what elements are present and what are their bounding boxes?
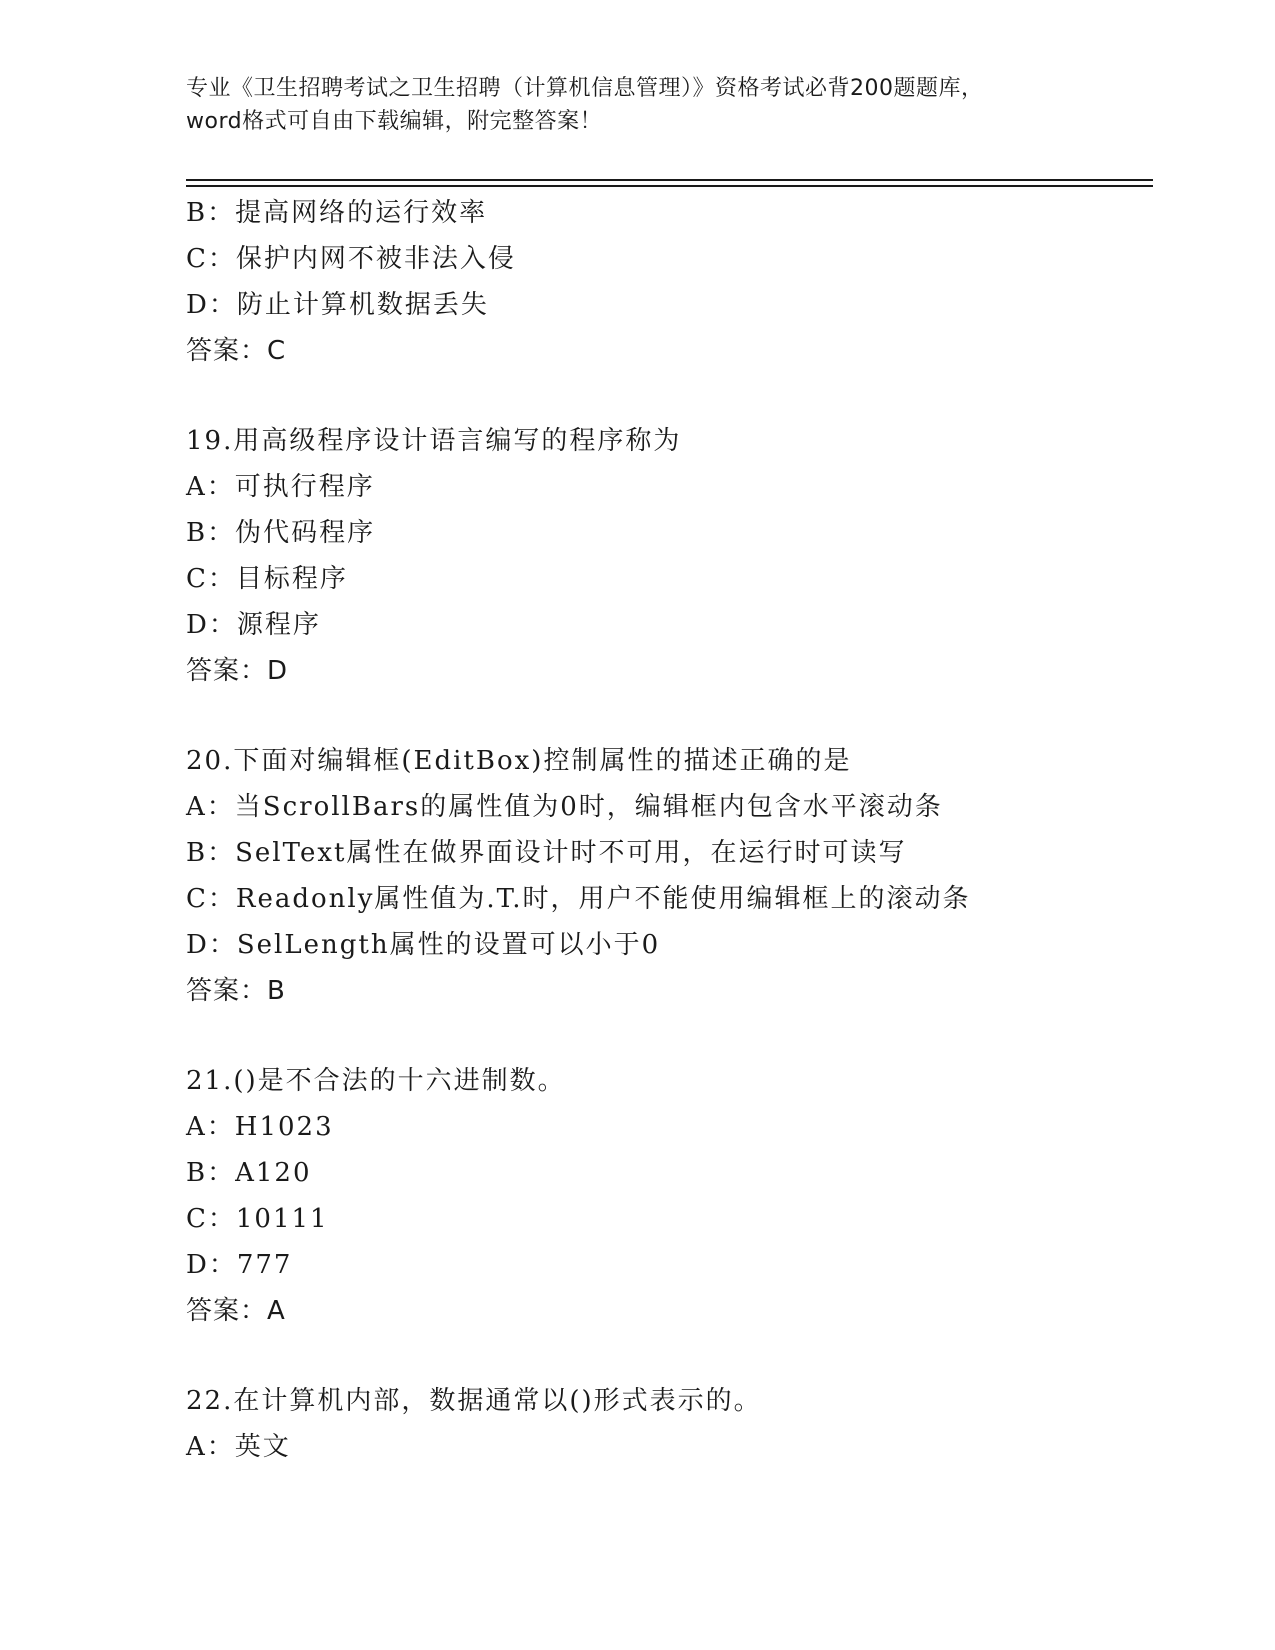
option-b: B：伪代码程序 [186,518,376,548]
option-c: C：目标程序 [186,564,348,594]
answer: 答案：D [186,656,289,686]
question-21 [186,1058,1166,1334]
option-b: B：SelText属性在做界面设计时不可用，在运行时可读写 [186,838,907,868]
spacer [186,1014,1166,1058]
question-22 [186,1378,1166,1470]
question-text: 21.()是不合法的十六进制数。 [186,1066,566,1096]
header-divider-bottom [186,185,1153,187]
option-c: C：10111 [186,1204,329,1234]
question-list [186,190,1166,1470]
option-b: B：提高网络的运行效率 [186,198,488,228]
header-divider-top [186,179,1153,181]
option-b: B：A120 [186,1158,312,1188]
answer: 答案：C [186,336,287,366]
option-a: A：英文 [186,1432,291,1462]
document-header [186,72,1146,138]
spacer [186,694,1166,738]
question-19 [186,418,1166,694]
question-18-tail [186,190,1166,374]
spacer [186,374,1166,418]
question-text: 20.下面对编辑框(EditBox)控制属性的描述正确的是 [186,746,852,776]
header-title-line-1: 专业《卫生招聘考试之卫生招聘（计算机信息管理）》资格考试必背200题题库， [186,76,984,101]
option-a: A：可执行程序 [186,472,375,502]
question-text: 19.用高级程序设计语言编写的程序称为 [186,426,682,456]
answer: 答案：B [186,976,286,1006]
option-d: D：SelLength属性的设置可以小于0 [186,930,661,960]
option-a: A：当ScrollBars的属性值为0时，编辑框内包含水平滚动条 [186,792,943,822]
spacer [186,1334,1166,1378]
option-c: C：Readonly属性值为.T.时，用户不能使用编辑框上的滚动条 [186,884,971,914]
option-d: D：防止计算机数据丢失 [186,290,489,320]
header-title-line-2: word格式可自由下载编辑，附完整答案！ [186,109,603,134]
option-c: C：保护内网不被非法入侵 [186,244,516,274]
option-d: D：777 [186,1250,293,1280]
question-text: 22.在计算机内部，数据通常以()形式表示的。 [186,1386,762,1416]
answer: 答案：A [186,1296,286,1326]
option-a: A：H1023 [186,1112,334,1142]
question-20 [186,738,1166,1014]
option-d: D：源程序 [186,610,321,640]
